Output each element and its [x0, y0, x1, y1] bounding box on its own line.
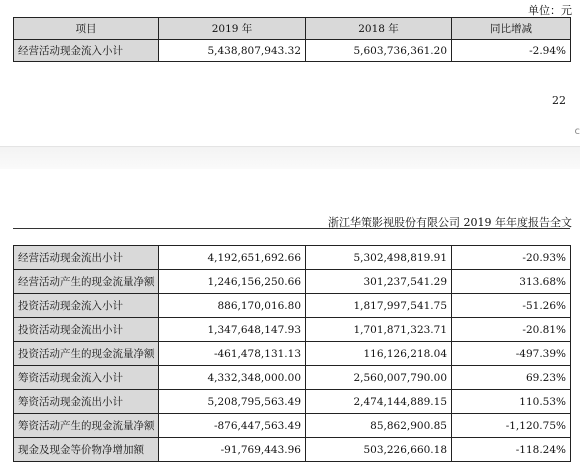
table-row	[14, 294, 571, 318]
edge-glyph: c	[575, 126, 580, 137]
table-row	[14, 246, 571, 270]
value-change: -118.24%	[452, 438, 571, 462]
value-2019: 5,208,795,563.49	[159, 390, 306, 414]
table-row	[14, 270, 571, 294]
page-number: 22	[552, 94, 566, 107]
value-2019: 1,347,648,147.93	[159, 318, 306, 342]
value-2019: 4,332,348,000.00	[159, 366, 306, 390]
value-change: -20.81%	[452, 318, 571, 342]
value-change: -51.26%	[452, 294, 571, 318]
value-2018: 503,226,660.18	[306, 438, 452, 462]
value-2018: 116,126,218.04	[306, 342, 452, 366]
value-2018: 1,817,997,541.75	[306, 294, 452, 318]
table-row	[14, 438, 571, 462]
table-row	[14, 342, 571, 366]
row-label: 现金及现金等价物净增加额	[14, 438, 159, 462]
value-2018: 2,474,144,889.15	[306, 390, 452, 414]
header-change: 同比增减	[452, 18, 571, 40]
row-label: 经营活动产生的现金流量净额	[14, 270, 159, 294]
row-label: 筹资活动现金流出小计	[14, 390, 159, 414]
value-change: 69.23%	[452, 366, 571, 390]
value-2019: 1,246,156,250.66	[159, 270, 306, 294]
page-header: 浙江华策影视股份有限公司 2019 年年度报告全文	[328, 214, 572, 230]
unit-label: 单位：元	[528, 2, 572, 18]
row-label: 筹资活动现金流入小计	[14, 366, 159, 390]
table-row	[14, 414, 571, 438]
header-2018: 2018 年	[306, 18, 452, 40]
table-row	[14, 390, 571, 414]
row-label: 投资活动现金流出小计	[14, 318, 159, 342]
table-row	[14, 318, 571, 342]
table-header-row	[14, 18, 571, 40]
value-2019: -461,478,131.13	[159, 342, 306, 366]
cash-flow-table-bottom	[13, 245, 571, 462]
page-break-divider	[0, 146, 580, 169]
value-2018: 1,701,871,323.71	[306, 318, 452, 342]
header-2019: 2019 年	[159, 18, 306, 40]
header-item: 项目	[14, 18, 159, 40]
cash-flow-table-top	[13, 17, 571, 62]
table-row	[14, 40, 571, 62]
row-label: 经营活动现金流入小计	[14, 40, 159, 62]
value-2019: 5,438,807,943.32	[159, 40, 306, 62]
value-2018: 85,862,900.85	[306, 414, 452, 438]
value-change: -2.94%	[452, 40, 571, 62]
value-change: 313.68%	[452, 270, 571, 294]
value-2018: 5,603,736,361.20	[306, 40, 452, 62]
value-change: 110.53%	[452, 390, 571, 414]
table-row	[14, 366, 571, 390]
value-change: -20.93%	[452, 246, 571, 270]
value-2019: 4,192,651,692.66	[159, 246, 306, 270]
value-2019: 886,170,016.80	[159, 294, 306, 318]
row-label: 经营活动现金流出小计	[14, 246, 159, 270]
value-2018: 5,302,498,819.91	[306, 246, 452, 270]
row-label: 投资活动现金流入小计	[14, 294, 159, 318]
value-2018: 2,560,007,790.00	[306, 366, 452, 390]
value-change: -497.39%	[452, 342, 571, 366]
row-label: 投资活动产生的现金流量净额	[14, 342, 159, 366]
value-2018: 301,237,541.29	[306, 270, 452, 294]
value-2019: -91,769,443.96	[159, 438, 306, 462]
value-2019: -876,447,563.49	[159, 414, 306, 438]
header-rule	[13, 228, 570, 229]
value-change: -1,120.75%	[452, 414, 571, 438]
row-label: 筹资活动产生的现金流量净额	[14, 414, 159, 438]
